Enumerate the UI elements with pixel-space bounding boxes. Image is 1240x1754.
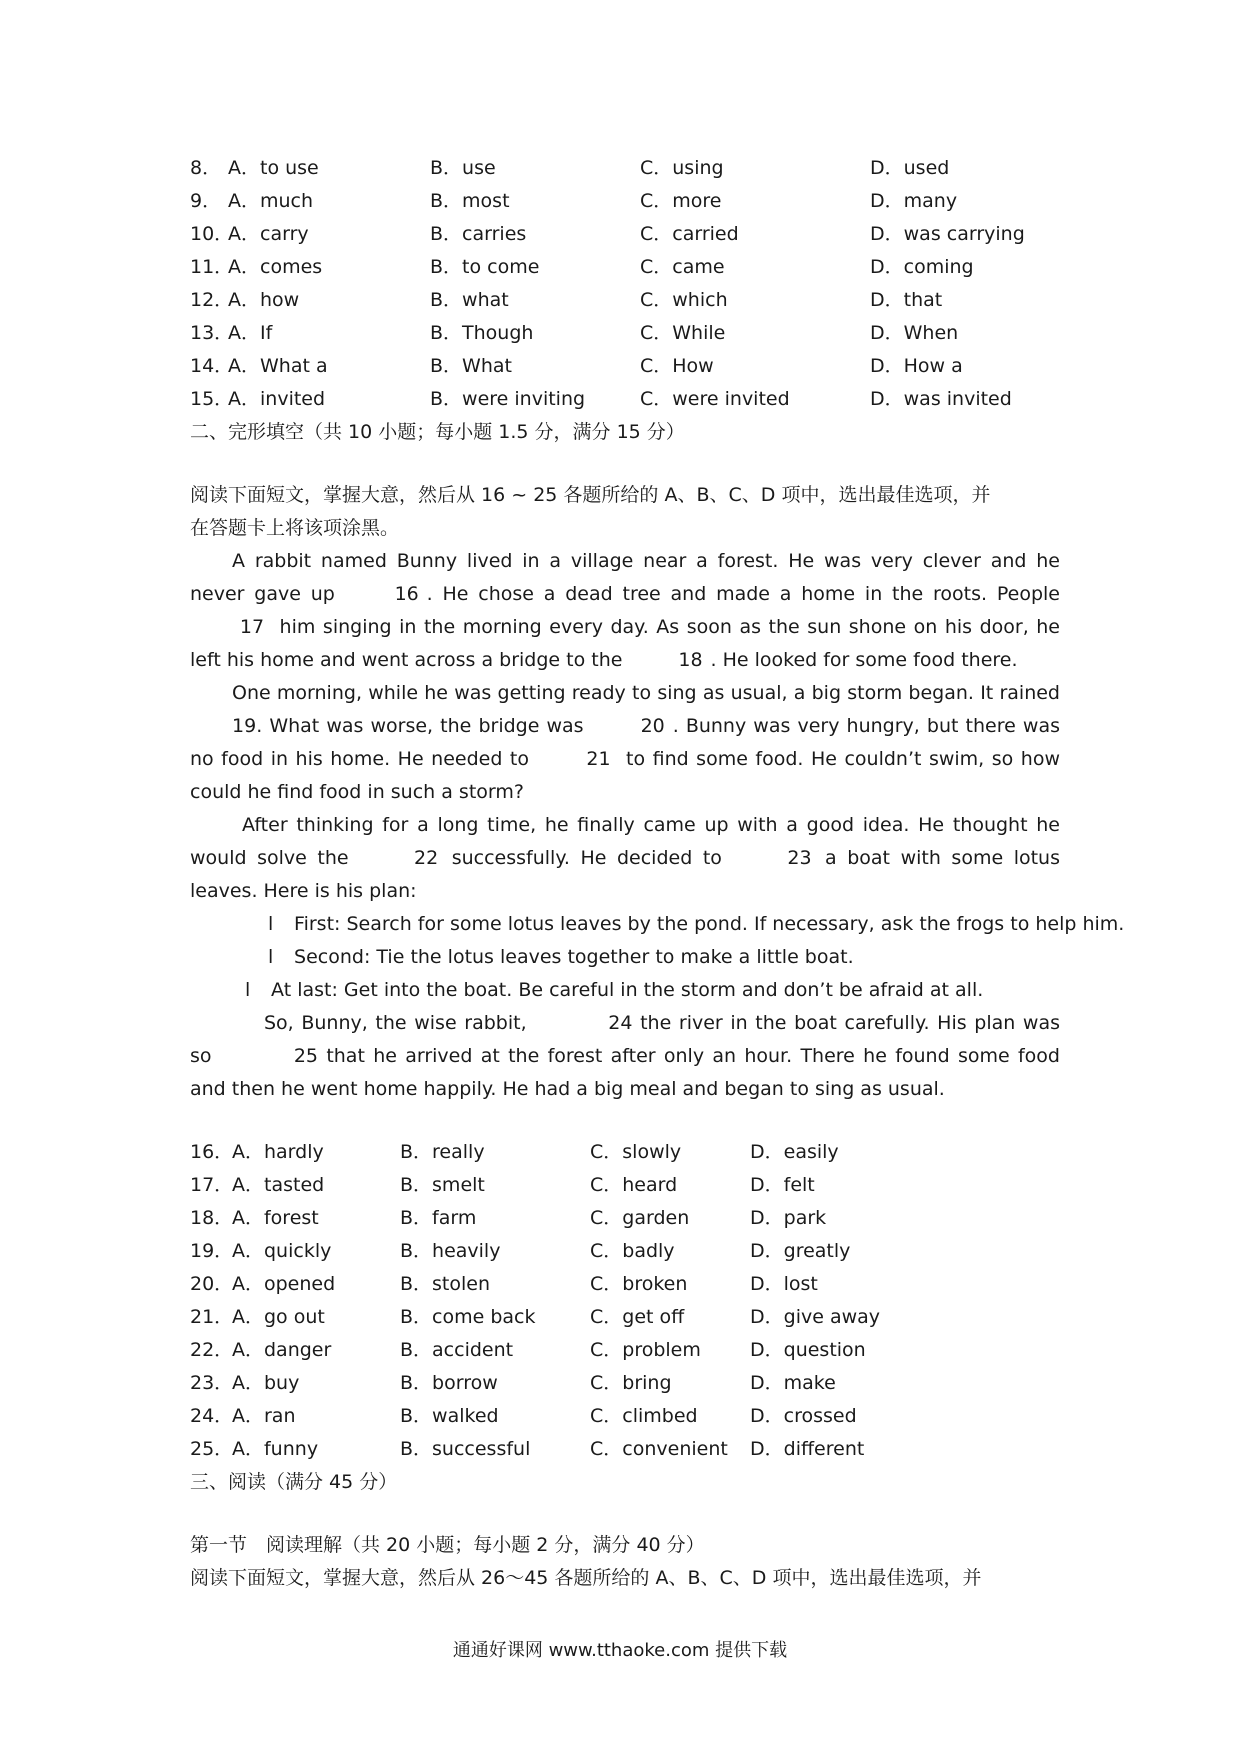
option-c: C．slowly bbox=[590, 1141, 682, 1163]
question-row bbox=[190, 383, 1060, 416]
section-heading-reading: 三、阅读（满分 45 分） bbox=[190, 1471, 398, 1493]
option-a: A．danger bbox=[232, 1339, 332, 1361]
question-number: 18． bbox=[190, 1207, 234, 1229]
blank-25: 25 bbox=[293, 1045, 319, 1067]
question-row bbox=[190, 251, 1060, 284]
question-number: 21． bbox=[190, 1306, 234, 1328]
option-d: D．crossed bbox=[750, 1405, 857, 1427]
option-a: A．funny bbox=[232, 1438, 319, 1460]
option-b: B．were inviting bbox=[430, 388, 586, 410]
option-b: B．heavily bbox=[400, 1240, 501, 1262]
question-row bbox=[190, 1136, 1060, 1169]
spacer bbox=[190, 1106, 1060, 1136]
option-c: C．carried bbox=[640, 223, 739, 245]
blank-21: 21 bbox=[586, 748, 611, 770]
passage-paragraph-1 bbox=[190, 545, 1060, 677]
option-d: D．greatly bbox=[750, 1240, 851, 1262]
passage-text: So, Bunny, the wise rabbit, bbox=[264, 1012, 527, 1034]
instruction-line: 阅读下面短文，掌握大意，然后从 16 ~ 25 各题所给的 A、B、C、D 项中，选出最佳选项，并 bbox=[190, 484, 991, 506]
passage-paragraph-2 bbox=[190, 677, 1060, 809]
option-c: C．which bbox=[640, 289, 728, 311]
page-footer: 通通好课网 www.tthaoke.com 提供下载 bbox=[452, 1640, 788, 1661]
option-b: B．borrow bbox=[400, 1372, 498, 1394]
option-d: D．different bbox=[750, 1438, 865, 1460]
question-number: 8． bbox=[190, 157, 222, 179]
plan-item-text: At last: Get into the boat. Be careful in the storm and don’t be afraid at all. bbox=[271, 979, 984, 1001]
question-row bbox=[190, 284, 1060, 317]
question-list-16-25 bbox=[190, 1136, 1060, 1466]
option-c: C．heard bbox=[590, 1174, 678, 1196]
blank-23: 23 bbox=[787, 847, 812, 869]
option-b: B．come back bbox=[400, 1306, 536, 1328]
passage-text: him singing in the morning every day. As soon as the sun shone on his door, he left his home and went across a bridge to the bbox=[190, 616, 1061, 671]
question-row bbox=[190, 185, 1060, 218]
sub-heading-reading-comprehension: 第一节 阅读理解（共 20 小题；每小题 2 分，满分 40 分） bbox=[190, 1534, 705, 1556]
option-a: A．If bbox=[228, 322, 273, 344]
passage-text: that he arrived at the forest after only an hour. There he found some food and then he went home happily. He had a big meal and began to sing as usual. bbox=[190, 1045, 1060, 1100]
option-b: B．use bbox=[430, 157, 496, 179]
option-b: B．what bbox=[430, 289, 509, 311]
question-number: 19． bbox=[190, 1240, 234, 1262]
passage-paragraph-4 bbox=[190, 1007, 1060, 1106]
option-b: B．really bbox=[400, 1141, 485, 1163]
option-a: A．What a bbox=[228, 355, 328, 377]
option-c: C．garden bbox=[590, 1207, 690, 1229]
plan-item bbox=[190, 974, 1060, 1007]
blank-16: 16 bbox=[394, 583, 419, 605]
blank-22: 22 bbox=[414, 847, 439, 869]
option-d: D．felt bbox=[750, 1174, 815, 1196]
blank-17: 17 bbox=[239, 616, 265, 638]
passage-text: successfully. He decided to bbox=[451, 847, 722, 869]
option-c: C．came bbox=[640, 256, 725, 278]
option-a: A．comes bbox=[228, 256, 323, 278]
option-d: D．question bbox=[750, 1339, 866, 1361]
option-a: A．buy bbox=[232, 1372, 300, 1394]
question-row bbox=[190, 1169, 1060, 1202]
option-d: D．give away bbox=[750, 1306, 881, 1328]
option-c: C．get off bbox=[590, 1306, 685, 1328]
option-b: B．farm bbox=[400, 1207, 477, 1229]
option-a: A．how bbox=[228, 289, 300, 311]
option-a: A．quickly bbox=[232, 1240, 332, 1262]
option-c: C．were invited bbox=[640, 388, 790, 410]
option-b: B．smelt bbox=[400, 1174, 485, 1196]
option-a: A．invited bbox=[228, 388, 326, 410]
question-number: 12． bbox=[190, 289, 234, 311]
question-list-8-15 bbox=[190, 152, 1060, 416]
question-row bbox=[190, 1268, 1060, 1301]
option-c: C．How bbox=[640, 355, 714, 377]
question-number: 15． bbox=[190, 388, 234, 410]
question-number: 17． bbox=[190, 1174, 234, 1196]
option-c: C．While bbox=[640, 322, 726, 344]
question-number: 25． bbox=[190, 1438, 234, 1460]
question-number: 14． bbox=[190, 355, 234, 377]
option-a: A．go out bbox=[232, 1306, 325, 1328]
option-b: B．successful bbox=[400, 1438, 531, 1460]
option-c: C．problem bbox=[590, 1339, 701, 1361]
question-number: 9． bbox=[190, 190, 222, 212]
passage-text: After thinking for a long time, he finally came up with a good idea. He thought he would solve the bbox=[190, 814, 1060, 869]
option-a: A．forest bbox=[232, 1207, 319, 1229]
question-row bbox=[190, 350, 1060, 383]
option-d: D．park bbox=[750, 1207, 827, 1229]
passage-text: . He chose a dead tree and made a home in the roots. People bbox=[426, 583, 1060, 605]
question-row bbox=[190, 1301, 1060, 1334]
option-d: D．was carrying bbox=[870, 223, 1025, 245]
option-d: D．lost bbox=[750, 1273, 818, 1295]
option-a: A．ran bbox=[232, 1405, 296, 1427]
option-b: B．stolen bbox=[400, 1273, 491, 1295]
question-number: 11． bbox=[190, 256, 234, 278]
question-row bbox=[190, 1202, 1060, 1235]
question-row bbox=[190, 1334, 1060, 1367]
cloze-instruction bbox=[190, 479, 1060, 545]
plan-item-text: Second: Tie the lotus leaves together to make a little boat. bbox=[294, 946, 854, 968]
option-c: C．bring bbox=[590, 1372, 672, 1394]
option-c: C．broken bbox=[590, 1273, 688, 1295]
plan-item bbox=[190, 908, 1125, 941]
option-d: D．make bbox=[750, 1372, 836, 1394]
option-d: D．easily bbox=[750, 1141, 839, 1163]
option-b: B．What bbox=[430, 355, 512, 377]
question-number: 22． bbox=[190, 1339, 234, 1361]
passage-text: . Bunny was very hungry, but there was no food in his home. He needed to bbox=[190, 715, 1060, 770]
passage-text: A rabbit named Bunny lived in a village near a forest. He was very clever and he never gave up bbox=[190, 550, 1060, 605]
question-row bbox=[190, 1400, 1060, 1433]
option-d: D．used bbox=[870, 157, 950, 179]
option-a: A．much bbox=[228, 190, 314, 212]
option-c: C．more bbox=[640, 190, 722, 212]
option-c: C．convenient bbox=[590, 1438, 728, 1460]
option-c: C．badly bbox=[590, 1240, 675, 1262]
option-d: D．How a bbox=[870, 355, 963, 377]
section-heading-cloze: 二、完形填空（共 10 小题；每小题 1.5 分，满分 15 分） bbox=[190, 421, 685, 443]
passage-text: . He looked for some food there. bbox=[710, 649, 1018, 671]
option-d: D．that bbox=[870, 289, 943, 311]
option-a: A．to use bbox=[228, 157, 319, 179]
passage-text: . What was worse, the bridge was bbox=[256, 715, 584, 737]
option-a: A．tasted bbox=[232, 1174, 325, 1196]
option-b: B．carries bbox=[430, 223, 527, 245]
plan-item bbox=[190, 941, 1060, 974]
blank-18: 18 bbox=[678, 649, 703, 671]
blank-24: 24 bbox=[608, 1012, 633, 1034]
blank-19: 19 bbox=[232, 715, 257, 737]
question-row bbox=[190, 317, 1060, 350]
passage-text: One morning, while he was getting ready to sing as usual, a big storm began. It rained bbox=[232, 682, 1060, 704]
option-c: C．using bbox=[640, 157, 724, 179]
question-row bbox=[190, 152, 1060, 185]
question-number: 20． bbox=[190, 1273, 234, 1295]
reading-instruction: 阅读下面短文，掌握大意，然后从 26～45 各题所给的 A、B、C、D 项中，选出最佳选项，并 bbox=[190, 1567, 982, 1589]
question-number: 10． bbox=[190, 223, 234, 245]
question-row bbox=[190, 1433, 1060, 1466]
passage-text: to find some food. He couldn’t swim, so how could he find food in such a storm? bbox=[190, 748, 1060, 803]
option-d: D．When bbox=[870, 322, 959, 344]
option-b: B．most bbox=[430, 190, 510, 212]
question-number: 13． bbox=[190, 322, 234, 344]
option-a: A．hardly bbox=[232, 1141, 324, 1163]
question-number: 16． bbox=[190, 1141, 234, 1163]
spacer bbox=[190, 1499, 1060, 1529]
option-d: D．was invited bbox=[870, 388, 1012, 410]
plan-list bbox=[190, 908, 1125, 1007]
passage-text: a boat with some lotus leaves. Here is his plan: bbox=[190, 847, 1061, 902]
option-b: B．accident bbox=[400, 1339, 514, 1361]
plan-item-text: First: Search for some lotus leaves by the pond. If necessary, ask the frogs to help him. bbox=[294, 913, 1125, 935]
option-a: A．opened bbox=[232, 1273, 336, 1295]
option-d: D．many bbox=[870, 190, 958, 212]
bullet-marker: l bbox=[268, 946, 274, 968]
question-row bbox=[190, 1235, 1060, 1268]
passage-text: the river in the boat carefully. His plan was so bbox=[190, 1012, 1060, 1067]
bullet-marker: l bbox=[245, 979, 251, 1001]
document-content bbox=[190, 152, 1125, 1595]
question-number: 23． bbox=[190, 1372, 234, 1394]
blank-20: 20 bbox=[640, 715, 665, 737]
option-d: D．coming bbox=[870, 256, 974, 278]
option-b: B．to come bbox=[430, 256, 540, 278]
option-b: B．walked bbox=[400, 1405, 499, 1427]
question-number: 24． bbox=[190, 1405, 234, 1427]
bullet-marker: l bbox=[268, 913, 274, 935]
instruction-line: 在答题卡上将该项涂黑。 bbox=[190, 517, 400, 539]
question-row bbox=[190, 1367, 1060, 1400]
option-a: A．carry bbox=[228, 223, 309, 245]
passage-paragraph-3 bbox=[190, 809, 1060, 908]
spacer bbox=[190, 449, 1060, 479]
question-row bbox=[190, 218, 1060, 251]
option-c: C．climbed bbox=[590, 1405, 698, 1427]
option-b: B．Though bbox=[430, 322, 534, 344]
